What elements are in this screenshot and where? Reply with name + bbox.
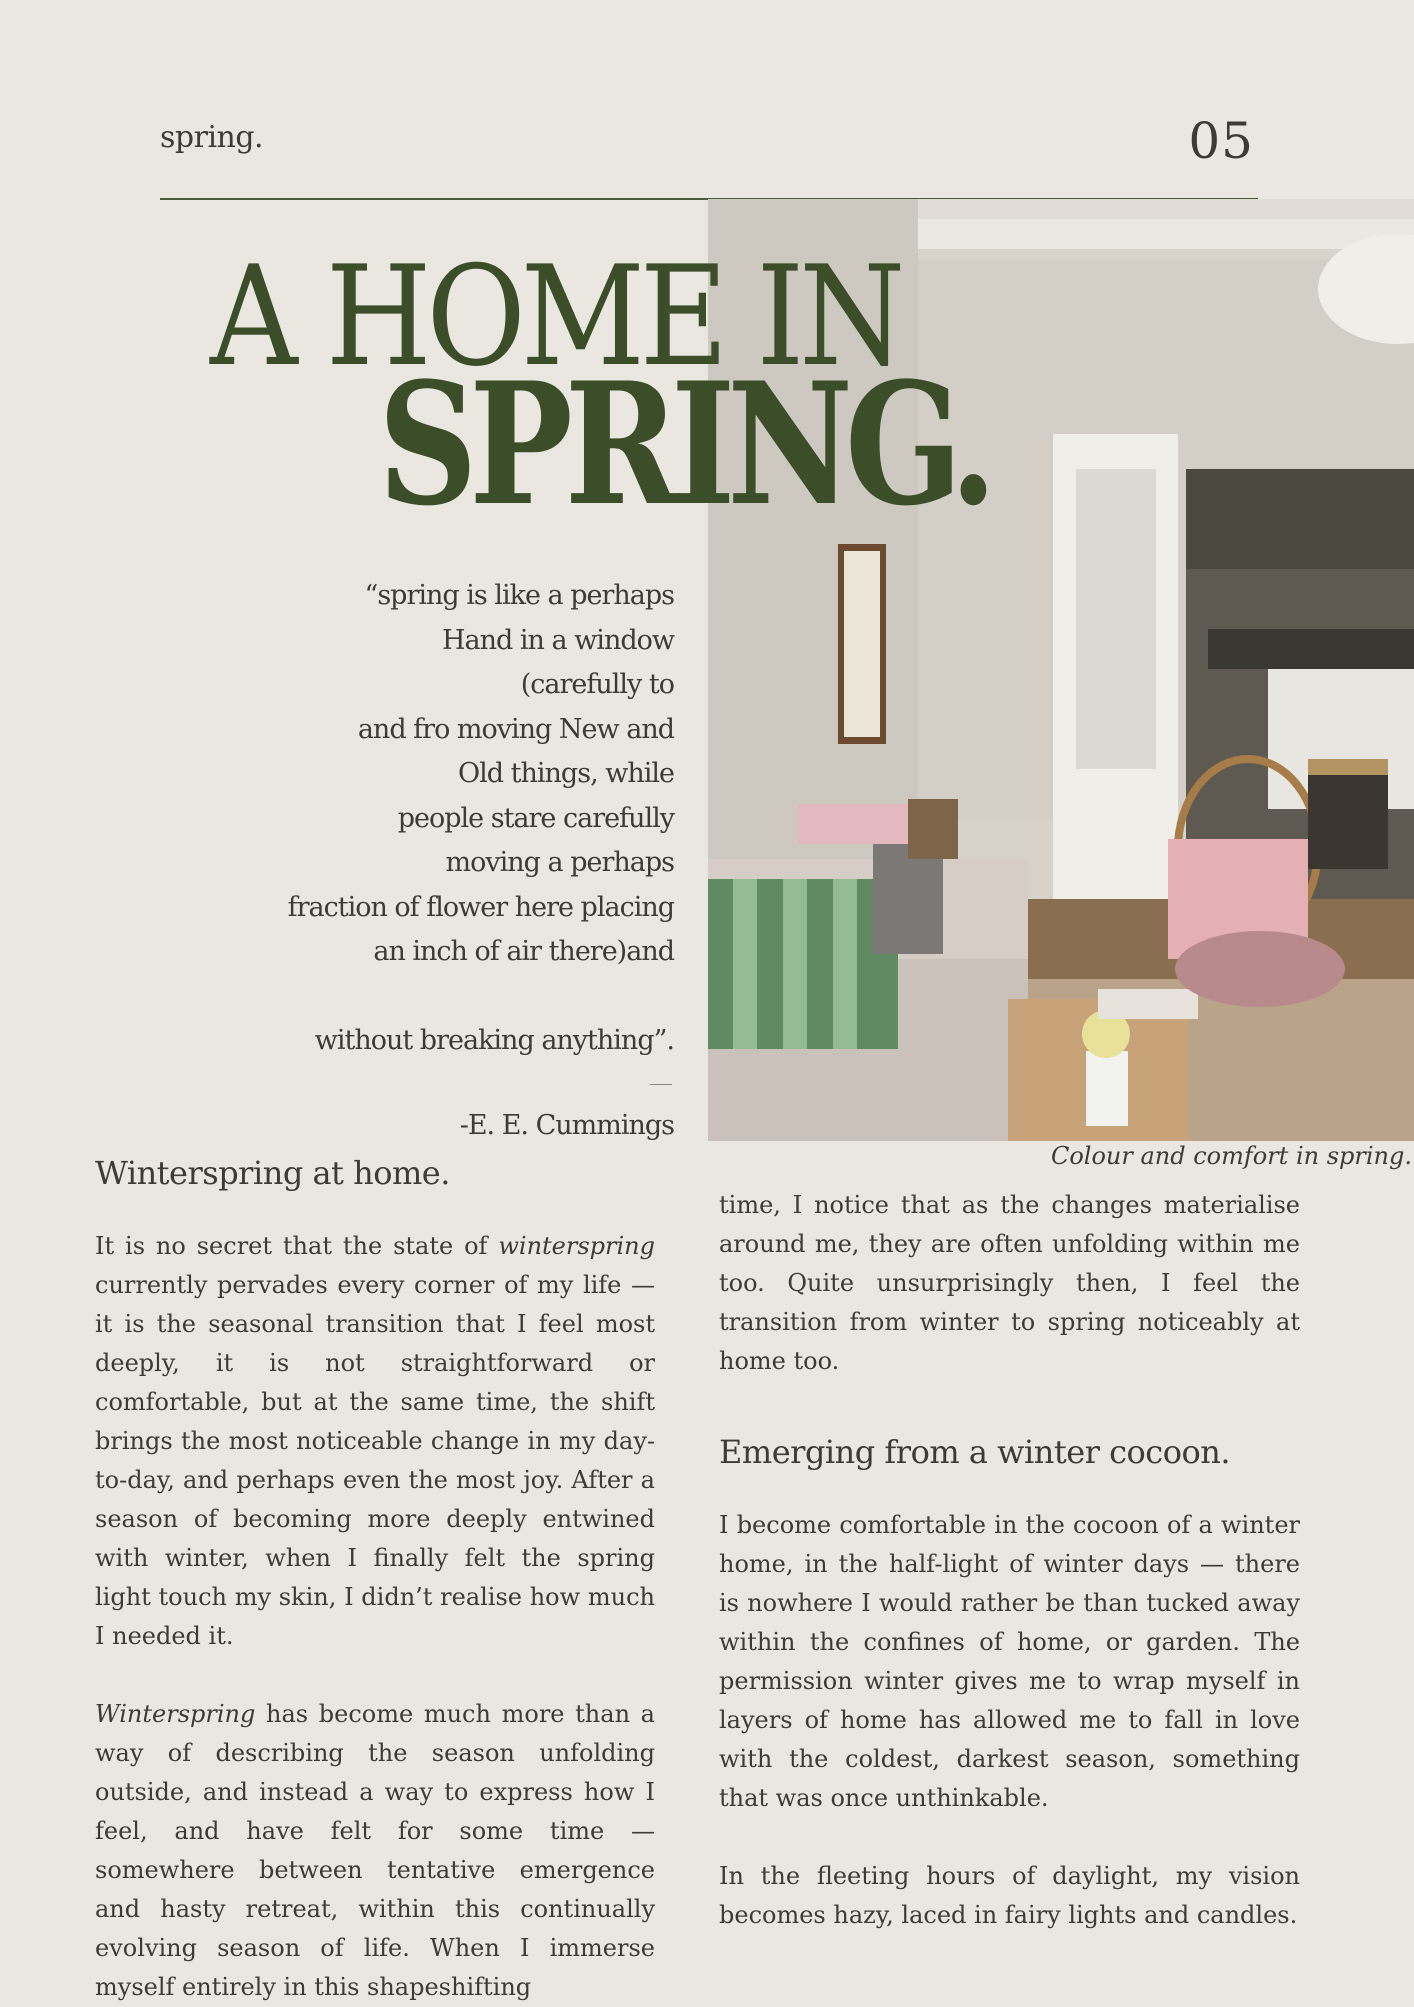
article-paragraph: time, I notice that as the changes materialise around me, they are often unfolding within me too. Quite unsurprisingly then, I feel the transition from winter to spring noticeably at home too. [719, 1191, 1300, 1375]
article-column-left [95, 1154, 655, 2007]
article-paragraph [95, 1695, 655, 2007]
poem-stanza-break [234, 975, 674, 1020]
photo-caption: Colour and comfort in spring. [1050, 1142, 1412, 1170]
section-heading: Emerging from a winter cocoon. [719, 1433, 1231, 1471]
section-label: spring. [160, 120, 264, 155]
title-line-2: SPRING. [378, 345, 990, 543]
poem-line: without breaking anything”. [314, 1025, 674, 1056]
poem-line: and fro moving New and [357, 713, 674, 745]
article-paragraph: I become comfortable in the cocoon of a winter home, in the half-light of winter days — there is nowhere I would rather be than tucked away within the confines of home, or garden. The permission winter gives me to wrap myself in layers of home has allowed me to fall in love with the coldest, darkest season, something that was once unthinkable. [719, 1511, 1300, 1812]
poem-line: an inch of air there)and [373, 936, 674, 967]
paragraph-text: has become much more than a way of describing the season unfolding outside, and instead a way to express how I feel, and have felt for some time — somewhere between tentative emergence and hasty retreat, within this continually evolving season of life. When I immerse myself entirely in this shapeshifting [95, 1700, 655, 2001]
poem-line: people stare carefully [397, 802, 674, 834]
emphasis-text: Winterspring [95, 1700, 256, 1728]
poem-line: Old things, while [458, 758, 674, 789]
poem-divider [650, 1084, 672, 1085]
poem-author: -E. E. Cummings [459, 1110, 674, 1141]
title-line-1: A HOME IN [210, 236, 901, 397]
article-column-right [719, 1186, 1300, 1935]
article-paragraph: In the fleeting hours of daylight, my vision becomes hazy, laced in fairy lights and candles. [719, 1862, 1300, 1929]
poem-line: “spring is like a perhaps [364, 580, 674, 611]
paragraph-text: It is no secret that the state of [95, 1232, 499, 1260]
poem-line: moving a perhaps [445, 847, 674, 878]
poem-quote [234, 574, 674, 1064]
poem-line: (carefully to [520, 669, 674, 700]
poem-line: Hand in a window [442, 624, 674, 656]
poem-line: fraction of flower here placing [287, 891, 674, 923]
article-paragraph [95, 1227, 655, 1656]
section-heading: Winterspring at home. [95, 1154, 450, 1192]
paragraph-text: currently pervades every corner of my life — it is the seasonal transition that I feel most deeply, it is not straightforward or comfortable, but at the same time, the shift brings the most noticeable change in my day-to-day, and perhaps even the most joy. After a season of becoming more deeply entwined with winter, when I finally felt the spring light touch my skin, I didn’t realise how much I needed it. [95, 1271, 655, 1650]
page-number: 05 [1188, 112, 1254, 170]
emphasis-text: winterspring [498, 1232, 655, 1260]
